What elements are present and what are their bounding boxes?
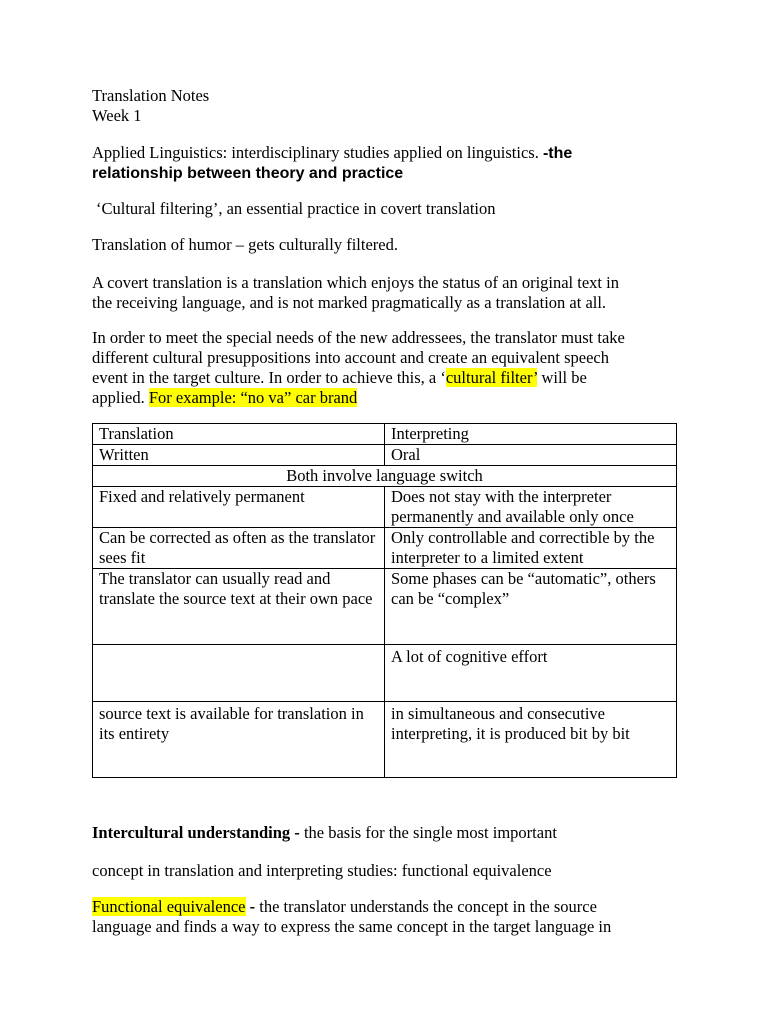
table-cell: in simultaneous and consecutive interpreting, it is produced bit by bit	[385, 702, 677, 778]
table-cell: The translator can usually read and translate the source text at their own pace	[93, 569, 385, 645]
table-cell: source text is available for translation in its entirety	[93, 702, 385, 778]
table-row	[93, 645, 677, 702]
table-row	[93, 569, 677, 645]
table-cell: A lot of cognitive effort	[385, 645, 677, 702]
comparison-table	[92, 423, 677, 778]
needs-line-1: In order to meet the special needs of the new addressees, the translator must take	[92, 328, 625, 347]
special-needs-paragraph	[92, 328, 692, 408]
table-cell: Fixed and relatively permanent	[93, 487, 385, 528]
applied-bold-start: -the	[542, 145, 573, 162]
covert-line-1: A covert translation is a translation which enjoys the status of an original text in	[92, 273, 619, 292]
table-cell: Does not stay with the interpreter permanently and available only once	[385, 487, 677, 528]
covert-line-2: the receiving language, and is not marked pragmatically as a translation at all.	[92, 293, 607, 312]
functional-equivalence-highlight: Functional equivalence	[92, 897, 246, 916]
table-row	[93, 528, 677, 569]
applied-linguistics-paragraph	[92, 143, 692, 184]
table-header-row	[93, 424, 677, 445]
needs-line-4: applied. For example: “no va” car brand	[92, 388, 358, 407]
table-cell: Oral	[385, 445, 677, 466]
needs-line-3: event in the target culture. In order to achieve this, a ‘cultural filter’ will be	[92, 368, 587, 387]
intercultural-line-2: concept in translation and interpreting studies: functional equivalence	[92, 861, 552, 880]
table-header-interpreting: Interpreting	[385, 424, 677, 445]
table-span-row	[93, 466, 677, 487]
cultural-filtering-paragraph: ‘Cultural filtering’, an essential practice in covert translation	[96, 199, 496, 218]
table-row	[93, 702, 677, 778]
doc-title: Translation Notes	[92, 86, 210, 105]
table-header-translation: Translation	[93, 424, 385, 445]
table-cell: Can be corrected as often as the translator sees fit	[93, 528, 385, 569]
table-span-cell: Both involve language switch	[93, 466, 677, 487]
humor-paragraph: Translation of humor – gets culturally filtered.	[92, 235, 398, 254]
table-cell: Written	[93, 445, 385, 466]
functional-equivalence-paragraph: Functional equivalence - the translator understands the concept in the source language and finds a way to express the same concept in the target language in	[92, 897, 692, 937]
cultural-filter-highlight: cultural filter’	[445, 368, 538, 387]
functional-line-2: language and finds a way to express the same concept in the target language in	[92, 917, 612, 936]
covert-translation-paragraph	[92, 273, 692, 313]
example-highlight: For example: “no va” car brand	[148, 388, 358, 407]
doc-header	[92, 86, 692, 126]
intercultural-line-1: Intercultural understanding - the basis for the single most important	[92, 823, 557, 842]
table-cell: Only controllable and correctible by the interpreter to a limited extent	[385, 528, 677, 569]
table-row	[93, 487, 677, 528]
doc-week: Week 1	[92, 106, 142, 125]
table-row	[93, 445, 677, 466]
applied-bold-line: relationship between theory and practice	[92, 165, 404, 182]
needs-line-2: different cultural presuppositions into account and create an equivalent speech	[92, 348, 609, 367]
table-cell	[93, 645, 385, 702]
table-cell: Some phases can be “automatic”, others can be “complex”	[385, 569, 677, 645]
applied-text: Applied Linguistics: interdisciplinary studies applied on linguistics.	[92, 143, 543, 162]
intercultural-bold: Intercultural understanding -	[92, 823, 300, 842]
